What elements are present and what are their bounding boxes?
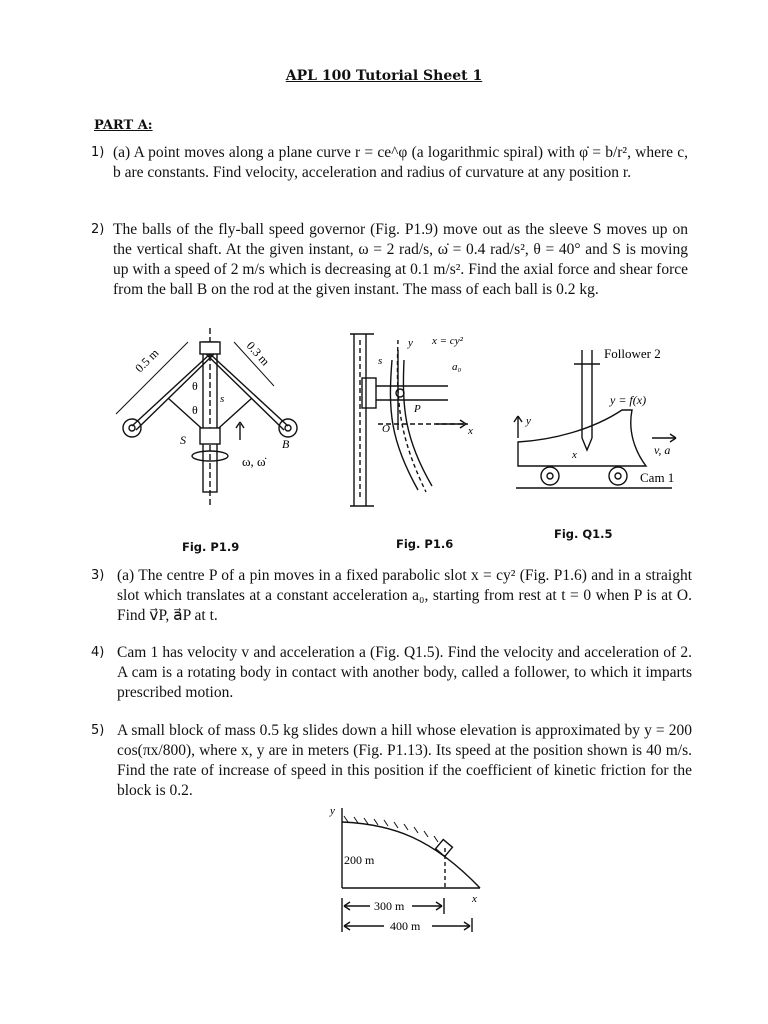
question-5-text: A small block of mass 0.5 kg slides down a hill whose elevation is approximated by y = 200 cos(πx/800), where x, y are in meters (Fig. P1.13). Its speed at the position shown is 40 m/s. Find the rate of increase of speed in this position if the coefficient of kinetic friction for the block is 0.2. bbox=[117, 722, 692, 799]
figure-p1-9-label: Fig. P1.9 bbox=[182, 540, 240, 554]
p113-300-label: 300 m bbox=[374, 899, 405, 913]
question-2-text: The balls of the fly-ball speed governor (Fig. P1.9) move out as the sleeve S moves up on the vertical shaft. At the given instant, ω = 2 rad/s, ω̇ = 0.4 rad/s², θ = 40° and S is moving up with a speed of 2 m/s which is decreasing at 0.1 m/s². Find the axial force and shear force from the ball B on the rod at the given instant. The mass of each ball is 0.2 kg. bbox=[113, 221, 688, 298]
part-a-heading: PART A: bbox=[94, 118, 153, 133]
p19-s-label: s bbox=[220, 393, 225, 405]
figure-p1-9 bbox=[110, 328, 310, 508]
p16-equation-label: x = cy² bbox=[432, 335, 463, 347]
question-4-text: Cam 1 has velocity v and acceleration a (Fig. Q1.5). Find the velocity and acceleration of 2. A cam is a rotating body in contact with another body, called a follower, to which it imparts prescribed motion. bbox=[117, 644, 692, 701]
q15-cam-label: Cam 1 bbox=[640, 470, 675, 485]
p113-x-label: x bbox=[472, 893, 477, 905]
question-4-number: 4) bbox=[91, 645, 105, 660]
p16-a0-label: a₀ bbox=[452, 361, 462, 373]
p19-theta-1: θ bbox=[192, 379, 198, 393]
figure-p1-6-label: Fig. P1.6 bbox=[396, 537, 454, 551]
figure-q1-5-label: Fig. Q1.5 bbox=[554, 527, 613, 541]
question-2-number: 2) bbox=[91, 222, 105, 237]
p16-O-label: O bbox=[382, 423, 390, 435]
figure-p1-13 bbox=[322, 802, 492, 938]
q15-x-label: x bbox=[572, 449, 577, 461]
p19-omega-label: ω, ω̇ bbox=[242, 454, 266, 469]
question-1-text: (a) A point moves along a plane curve r = ce^φ (a logarithmic spiral) with φ̇ = b/r², where c, b are constants. Find velocity, acceleration and radius of curvature at any position r. bbox=[113, 144, 688, 181]
p113-400-label: 400 m bbox=[390, 919, 421, 933]
p19-theta-2: θ bbox=[192, 403, 198, 417]
p16-x-label: x bbox=[468, 425, 473, 437]
q15-y-label: y bbox=[526, 415, 531, 427]
p19-B-label: B bbox=[282, 437, 290, 451]
q15-fx-label: y = f(x) bbox=[610, 393, 647, 407]
p16-s-label: s bbox=[378, 355, 383, 367]
p19-length-05: 0.5 m bbox=[132, 345, 162, 376]
q15-va-label: v, a bbox=[654, 443, 671, 457]
p16-y-label: y bbox=[408, 337, 413, 349]
p16-P-label: P bbox=[414, 403, 421, 415]
question-5-number: 5) bbox=[91, 723, 105, 738]
figure-q1-5 bbox=[512, 340, 692, 500]
p19-S-label: S bbox=[180, 433, 186, 447]
p113-height-label: 200 m bbox=[344, 853, 375, 867]
question-3-number: 3) bbox=[91, 568, 105, 583]
figure-p1-6 bbox=[348, 330, 478, 510]
question-1-number: 1) bbox=[91, 145, 105, 160]
q15-follower-label: Follower 2 bbox=[604, 346, 661, 361]
p113-y-label: y bbox=[330, 805, 335, 817]
question-3-text: (a) The centre P of a pin moves in a fixed parabolic slot x = cy² (Fig. P1.6) and in a straight slot which translates at a constant acceleration a₀, starting from rest at t = 0 when P is at O. Find v⃗P, a⃗P at t. bbox=[117, 567, 692, 624]
p19-length-03: 0.3 m bbox=[243, 338, 273, 369]
page-title: APL 100 Tutorial Sheet 1 bbox=[285, 68, 483, 84]
